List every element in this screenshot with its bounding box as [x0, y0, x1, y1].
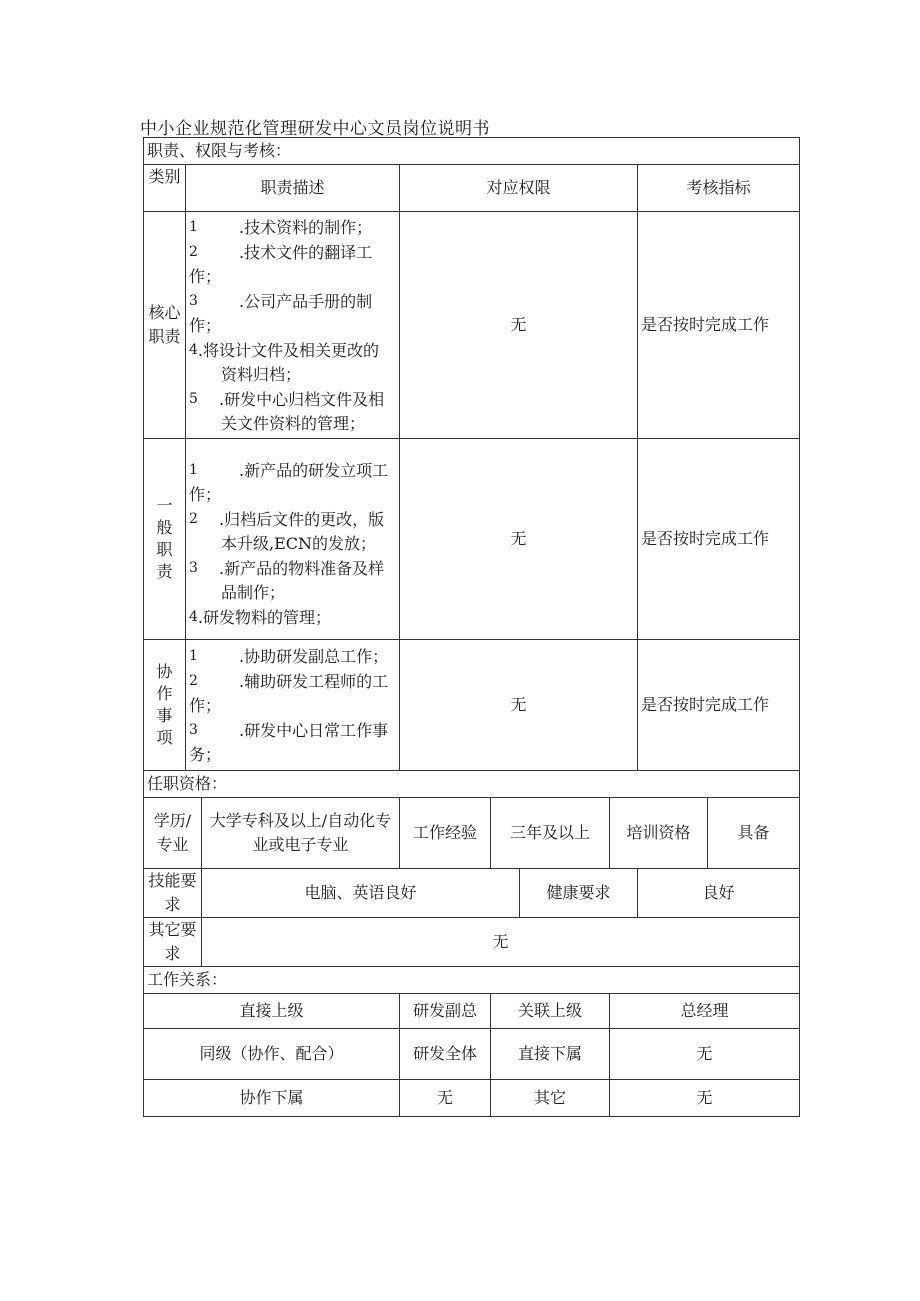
assist-kpi: 是否按时完成工作: [638, 640, 800, 771]
experience-value: 三年及以上: [491, 798, 610, 869]
header-authority: 对应权限: [400, 165, 638, 212]
category-char: 项: [156, 728, 173, 747]
duty-number: 4: [189, 341, 198, 358]
assist-duty-item: [189, 669, 396, 694]
general-duty-list: [186, 439, 400, 640]
job-description-table: [143, 137, 800, 1117]
general-duty-item: [189, 605, 396, 630]
health-value: 良好: [638, 869, 800, 918]
core-duties-row: [144, 212, 800, 439]
duty-text-continuation: 本升级,ECN的发放；: [221, 534, 377, 553]
relation-other-value: 无: [610, 1080, 800, 1117]
duty-text: .研发中心归档文件及相: [219, 389, 385, 409]
page-title: 中小企业规范化管理研发中心文员岗位说明书: [140, 119, 490, 139]
core-duty-item: [189, 215, 396, 240]
direct-superior-value: 研发副总: [400, 994, 491, 1029]
duty-text: .新产品的物料准备及样: [219, 559, 385, 578]
duty-text-continuation: 作；: [189, 695, 222, 715]
core-authority: 无: [400, 212, 638, 439]
duty-number: 5: [189, 390, 198, 407]
assist-duty-list: [186, 640, 400, 771]
core-category-line2: 职责: [148, 327, 181, 346]
other-requirements-label: 其它要求: [144, 918, 202, 967]
duty-text: .技术文件的翻译工: [239, 242, 373, 262]
core-category-line1: 核心: [148, 303, 181, 322]
duty-text: .公司产品手册的制: [239, 291, 373, 311]
education-label: 学历/专业: [144, 798, 202, 869]
duty-number: 1: [189, 462, 198, 478]
header-kpi: 考核指标: [638, 165, 800, 212]
general-duty-item: [189, 458, 396, 483]
relations-row-2: [144, 1029, 800, 1080]
header-description: 职责描述: [186, 165, 400, 212]
duty-text-continuation: 务；: [189, 744, 222, 764]
duty-text: .协助研发副总工作；: [239, 646, 389, 666]
duty-text-continuation: 资料归档；: [221, 364, 302, 384]
general-category: [144, 439, 186, 640]
other-requirements-value: 无: [202, 918, 800, 967]
duty-number: 2: [189, 243, 198, 260]
duty-text-continuation: 关文件资料的管理；: [221, 413, 366, 433]
duty-text: .将设计文件及相关更改的: [197, 340, 380, 360]
duty-number: 1: [189, 647, 198, 664]
duty-text: .研发物料的管理；: [197, 608, 332, 627]
core-duty-list: [186, 212, 400, 439]
education-row: [144, 798, 800, 869]
core-duty-item: [189, 387, 396, 412]
category-char: 责: [156, 562, 173, 581]
category-char: 一: [156, 496, 173, 515]
general-duty-item: [189, 556, 396, 581]
duty-text: .新产品的研发立项工: [239, 461, 389, 480]
category-char: 事: [156, 706, 173, 725]
direct-subordinate-value: 无: [610, 1029, 800, 1080]
skill-label: 技能要求: [144, 869, 202, 918]
general-duty-item: [189, 507, 396, 532]
header-category: 类别: [144, 165, 186, 212]
related-superior-label: 关联上级: [491, 994, 610, 1029]
duty-number: 3: [189, 560, 198, 576]
category-char: 协: [156, 662, 173, 681]
relations-row-3: [144, 1080, 800, 1117]
experience-label: 工作经验: [400, 798, 491, 869]
training-value: 具备: [708, 798, 800, 869]
skill-row: [144, 869, 800, 918]
direct-superior-label: 直接上级: [144, 994, 400, 1029]
assist-authority: 无: [400, 640, 638, 771]
peer-label: 同级（协作、配合）: [144, 1029, 400, 1080]
duty-number: 1: [189, 218, 198, 235]
section-duties-heading: 职责、权限与考核：: [144, 138, 800, 165]
duty-number: 3: [189, 721, 198, 738]
duty-text: .研发中心日常工作事: [239, 720, 389, 740]
duty-text: .归档后文件的更改，版: [219, 510, 385, 529]
assist-duty-item: [189, 718, 396, 743]
section-qualifications-heading: 任职资格：: [144, 771, 800, 798]
other-requirements-row: [144, 918, 800, 967]
assist-duty-item: [189, 644, 396, 669]
peer-value: 研发全体: [400, 1029, 491, 1080]
duty-text-continuation: 作；: [189, 266, 222, 286]
related-superior-value: 总经理: [610, 994, 800, 1029]
training-label: 培训资格: [610, 798, 708, 869]
collab-subordinate-value: 无: [400, 1080, 491, 1117]
core-kpi: 是否按时完成工作: [638, 212, 800, 439]
duty-text: .技术资料的制作；: [239, 217, 373, 237]
category-char: 作: [156, 684, 173, 703]
core-duty-item: [189, 338, 396, 363]
assist-category: [144, 640, 186, 771]
duty-text: .辅助研发工程师的工: [239, 671, 389, 691]
relations-row-1: [144, 994, 800, 1029]
general-authority: 无: [400, 439, 638, 640]
duty-text-continuation: 作；: [189, 485, 222, 504]
collab-subordinate-label: 协作下属: [144, 1080, 400, 1117]
category-char: 职: [156, 540, 173, 559]
relation-other-label: 其它: [491, 1080, 610, 1117]
duty-text-continuation: 品制作；: [221, 583, 286, 602]
skill-value: 电脑、英语良好: [202, 869, 520, 918]
core-duty-item: [189, 289, 396, 314]
duty-number: 4: [189, 609, 198, 625]
duty-number: 2: [189, 511, 198, 527]
education-value: 大学专科及以上/自动化专业或电子专业: [202, 798, 400, 869]
category-char: 般: [156, 518, 173, 537]
section-relations-heading: 工作关系：: [144, 967, 800, 994]
core-duty-item: [189, 240, 396, 265]
core-category: [144, 212, 186, 439]
assist-duties-row: [144, 640, 800, 771]
duty-number: 2: [189, 672, 198, 689]
direct-subordinate-label: 直接下属: [491, 1029, 610, 1080]
general-duties-row: [144, 439, 800, 640]
health-label: 健康要求: [520, 869, 638, 918]
duty-number: 3: [189, 292, 198, 309]
general-kpi: 是否按时完成工作: [638, 439, 800, 640]
duty-text-continuation: 作；: [189, 315, 222, 335]
